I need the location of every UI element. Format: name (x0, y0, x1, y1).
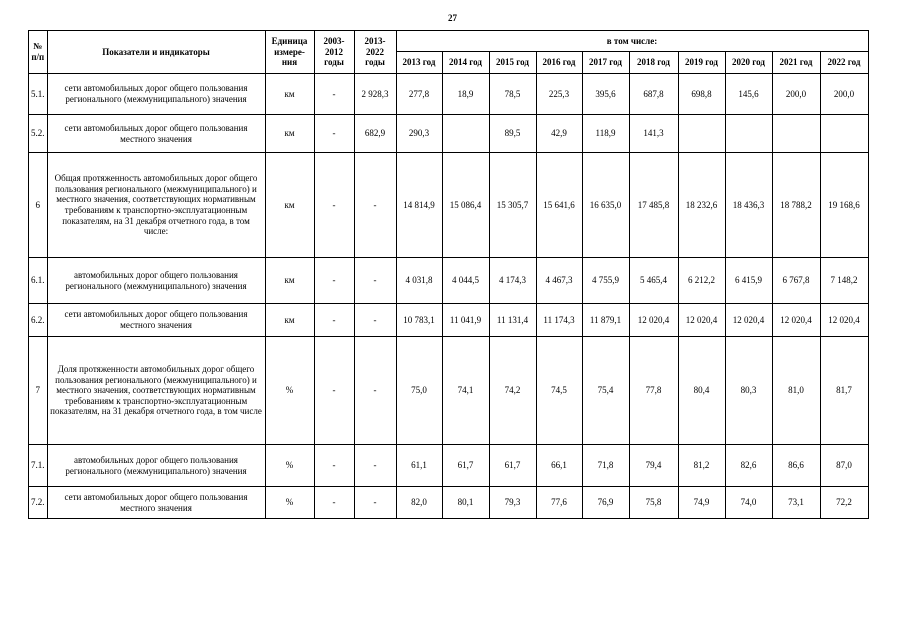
year-value: 14 814,9 (396, 153, 442, 258)
year-value: 86,6 (772, 445, 820, 487)
year-value: 82,6 (725, 445, 772, 487)
year-value: 12 020,4 (678, 304, 725, 337)
year-value: 11 131,4 (489, 304, 536, 337)
table-row (29, 445, 869, 487)
year-value: 75,0 (396, 337, 442, 445)
value-2003-2012: - (314, 153, 354, 258)
year-value: 6 212,2 (678, 258, 725, 304)
indicator-cell: сети автомобильных дорог общего пользования местного значения (47, 487, 265, 519)
row-number: 7 (29, 337, 48, 445)
indicator-cell: автомобильных дорог общего пользования регионального (межмуниципального) значения (47, 445, 265, 487)
year-value: 11 174,3 (536, 304, 582, 337)
value-2013-2022: - (354, 487, 396, 519)
header-no: № п/п (29, 31, 48, 74)
value-2013-2022: 2 928,3 (354, 74, 396, 115)
year-value: 16 635,0 (582, 153, 629, 258)
indicators-table (28, 30, 869, 519)
unit-cell: км (265, 74, 314, 115)
header-2003-2012: 2003-2012 годы (314, 31, 354, 74)
year-value: 698,8 (678, 74, 725, 115)
row-number: 5.1. (29, 74, 48, 115)
header-year: 2020 год (725, 52, 772, 74)
year-value: 89,5 (489, 115, 536, 153)
year-value: 15 641,6 (536, 153, 582, 258)
year-value: 75,8 (629, 487, 678, 519)
unit-cell: км (265, 115, 314, 153)
value-2013-2022: - (354, 153, 396, 258)
year-value: 77,6 (536, 487, 582, 519)
year-value (725, 115, 772, 153)
unit-cell: км (265, 304, 314, 337)
year-value: 18 232,6 (678, 153, 725, 258)
indicator-cell: сети автомобильных дорог общего пользования местного значения (47, 115, 265, 153)
unit-cell: % (265, 445, 314, 487)
year-value (820, 115, 868, 153)
page-number: 27 (448, 13, 457, 23)
row-number: 6.1. (29, 258, 48, 304)
year-value: 79,4 (629, 445, 678, 487)
header-year: 2014 год (442, 52, 489, 74)
year-value: 78,5 (489, 74, 536, 115)
value-2013-2022: - (354, 304, 396, 337)
row-number: 7.1. (29, 445, 48, 487)
header-including: в том числе: (396, 31, 868, 52)
value-2013-2022: 682,9 (354, 115, 396, 153)
value-2003-2012: - (314, 258, 354, 304)
year-value: 4 031,8 (396, 258, 442, 304)
row-number: 6.2. (29, 304, 48, 337)
year-value: 15 086,4 (442, 153, 489, 258)
year-value: 80,1 (442, 487, 489, 519)
year-value: 11 041,9 (442, 304, 489, 337)
year-value: 395,6 (582, 74, 629, 115)
year-value: 72,2 (820, 487, 868, 519)
year-value: 5 465,4 (629, 258, 678, 304)
row-number: 7.2. (29, 487, 48, 519)
unit-cell: км (265, 153, 314, 258)
value-2003-2012: - (314, 337, 354, 445)
year-value: 77,8 (629, 337, 678, 445)
value-2003-2012: - (314, 487, 354, 519)
year-value: 7 148,2 (820, 258, 868, 304)
year-value: 82,0 (396, 487, 442, 519)
value-2013-2022: - (354, 337, 396, 445)
header-year: 2021 год (772, 52, 820, 74)
unit-cell: % (265, 487, 314, 519)
year-value: 42,9 (536, 115, 582, 153)
header-year: 2018 год (629, 52, 678, 74)
year-value: 277,8 (396, 74, 442, 115)
year-value: 61,1 (396, 445, 442, 487)
year-value: 76,9 (582, 487, 629, 519)
year-value: 4 044,5 (442, 258, 489, 304)
year-value (442, 115, 489, 153)
year-value: 200,0 (772, 74, 820, 115)
table-row (29, 74, 869, 115)
year-value: 18 788,2 (772, 153, 820, 258)
year-value: 12 020,4 (725, 304, 772, 337)
unit-cell: % (265, 337, 314, 445)
year-value: 118,9 (582, 115, 629, 153)
table-row (29, 115, 869, 153)
year-value: 81,0 (772, 337, 820, 445)
year-value: 12 020,4 (629, 304, 678, 337)
header-year: 2017 год (582, 52, 629, 74)
year-value: 81,7 (820, 337, 868, 445)
indicator-cell: Доля протяженности автомобильных дорог общего пользования регионального (межмуниципального) и местного значения, соответствующих нормативным требованиям к транспортно-эксплуатационным показателям, на 31 декабря отчетного года, в том числе (47, 337, 265, 445)
year-value: 74,0 (725, 487, 772, 519)
indicator-cell: сети автомобильных дорог общего пользования местного значения (47, 304, 265, 337)
indicator-cell: автомобильных дорог общего пользования регионального (межмуниципального) значения (47, 258, 265, 304)
value-2013-2022: - (354, 258, 396, 304)
table-row (29, 258, 869, 304)
year-value: 19 168,6 (820, 153, 868, 258)
value-2003-2012: - (314, 115, 354, 153)
header-indicator: Показатели и индикаторы (47, 31, 265, 74)
header-year: 2013 год (396, 52, 442, 74)
year-value: 17 485,8 (629, 153, 678, 258)
header-2013-2022: 2013-2022 годы (354, 31, 396, 74)
year-value: 12 020,4 (820, 304, 868, 337)
table-row (29, 153, 869, 258)
row-number: 5.2. (29, 115, 48, 153)
row-number: 6 (29, 153, 48, 258)
year-value (678, 115, 725, 153)
indicator-cell: Общая протяженность автомобильных дорог общего пользования регионального (межмуниципального) и местного значения, соответствующих нормативным требованиям к транспортно-эксплуатационным показателям, на 31 декабря отчетного года, в том числе: (47, 153, 265, 258)
year-value: 12 020,4 (772, 304, 820, 337)
value-2003-2012: - (314, 304, 354, 337)
year-value: 290,3 (396, 115, 442, 153)
year-value: 145,6 (725, 74, 772, 115)
year-value: 71,8 (582, 445, 629, 487)
year-value: 87,0 (820, 445, 868, 487)
year-value: 225,3 (536, 74, 582, 115)
year-value: 10 783,1 (396, 304, 442, 337)
year-value: 80,4 (678, 337, 725, 445)
year-value: 687,8 (629, 74, 678, 115)
table-row (29, 304, 869, 337)
year-value: 6 415,9 (725, 258, 772, 304)
year-value: 80,3 (725, 337, 772, 445)
header-unit: Единица измере-ния (265, 31, 314, 74)
year-value: 18,9 (442, 74, 489, 115)
year-value: 74,2 (489, 337, 536, 445)
year-value: 74,9 (678, 487, 725, 519)
year-value: 4 467,3 (536, 258, 582, 304)
header-year: 2016 год (536, 52, 582, 74)
value-2003-2012: - (314, 445, 354, 487)
year-value: 15 305,7 (489, 153, 536, 258)
indicator-cell: сети автомобильных дорог общего пользования регионального (межмуниципального) значения (47, 74, 265, 115)
year-value: 61,7 (489, 445, 536, 487)
table-row (29, 487, 869, 519)
value-2013-2022: - (354, 445, 396, 487)
year-value: 66,1 (536, 445, 582, 487)
value-2003-2012: - (314, 74, 354, 115)
year-value: 200,0 (820, 74, 868, 115)
year-value: 6 767,8 (772, 258, 820, 304)
year-value (772, 115, 820, 153)
year-value: 75,4 (582, 337, 629, 445)
year-value: 79,3 (489, 487, 536, 519)
year-value: 4 755,9 (582, 258, 629, 304)
header-year: 2022 год (820, 52, 868, 74)
year-value: 61,7 (442, 445, 489, 487)
year-value: 81,2 (678, 445, 725, 487)
year-value: 74,5 (536, 337, 582, 445)
year-value: 18 436,3 (725, 153, 772, 258)
header-year: 2015 год (489, 52, 536, 74)
year-value: 141,3 (629, 115, 678, 153)
table-row (29, 337, 869, 445)
year-value: 74,1 (442, 337, 489, 445)
unit-cell: км (265, 258, 314, 304)
year-value: 4 174,3 (489, 258, 536, 304)
header-year: 2019 год (678, 52, 725, 74)
year-value: 73,1 (772, 487, 820, 519)
year-value: 11 879,1 (582, 304, 629, 337)
